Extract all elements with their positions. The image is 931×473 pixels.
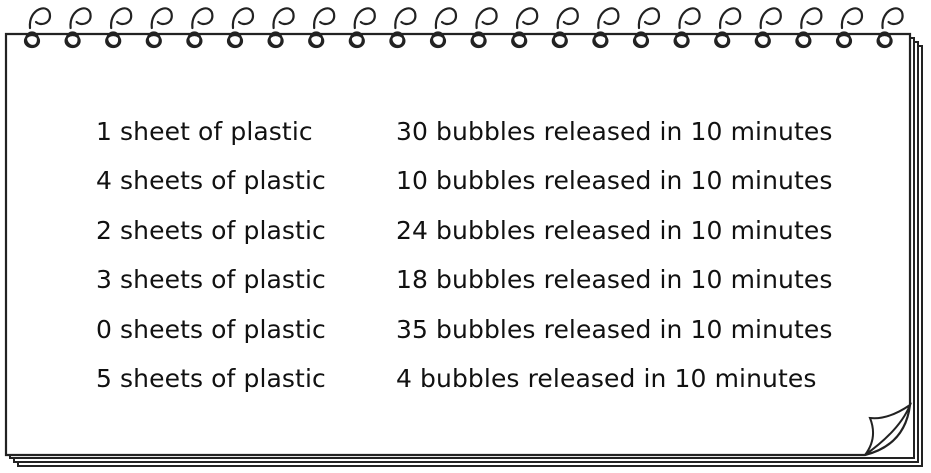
spiral-ring: [517, 8, 537, 28]
spiral-ring: [558, 8, 578, 28]
spiral-ring: [679, 8, 699, 28]
sheets-label: 2 sheets of plastic: [96, 215, 326, 245]
spiral-ring: [476, 8, 496, 28]
sheets-label: 0 sheets of plastic: [96, 314, 326, 344]
spiral-ring: [639, 8, 659, 28]
bubbles-result: 35 bubbles released in 10 minutes: [396, 314, 833, 344]
spiral-ring: [436, 8, 456, 28]
spiral-ring: [842, 8, 862, 28]
sheets-label: 4 sheets of plastic: [96, 166, 326, 196]
note-row: [96, 113, 876, 162]
spiral-ring: [882, 8, 902, 28]
spiral-ring: [598, 8, 618, 28]
note-row: [96, 360, 876, 409]
note-row: [96, 311, 876, 360]
spiral-ring: [192, 8, 212, 28]
spiral-ring: [152, 8, 172, 28]
spiral-ring: [233, 8, 253, 28]
spiral-ring: [111, 8, 131, 28]
spiral-ring: [761, 8, 781, 28]
spiral-ring: [30, 8, 50, 28]
spiral-ring: [720, 8, 740, 28]
spiral-ring: [273, 8, 293, 28]
spiral-ring: [314, 8, 334, 28]
sheets-label: 1 sheet of plastic: [96, 117, 313, 146]
note-row: [96, 162, 876, 211]
bubbles-result: 18 bubbles released in 10 minutes: [396, 265, 833, 295]
bubbles-result: 4 bubbles released in 10 minutes: [396, 363, 817, 393]
note-row: [96, 212, 876, 261]
spiral-ring: [801, 8, 821, 28]
note-row: [96, 261, 876, 310]
notepad-notes: [96, 113, 876, 409]
bubbles-result: 24 bubbles released in 10 minutes: [396, 215, 833, 245]
bubbles-result: 10 bubbles released in 10 minutes: [396, 166, 833, 196]
sheets-label: 5 sheets of plastic: [96, 363, 326, 393]
bubbles-result: 30 bubbles released in 10 minutes: [396, 117, 833, 146]
spiral-ring: [70, 8, 90, 28]
spiral-ring: [395, 8, 415, 28]
spiral-ring: [355, 8, 375, 28]
sheets-label: 3 sheets of plastic: [96, 265, 326, 295]
